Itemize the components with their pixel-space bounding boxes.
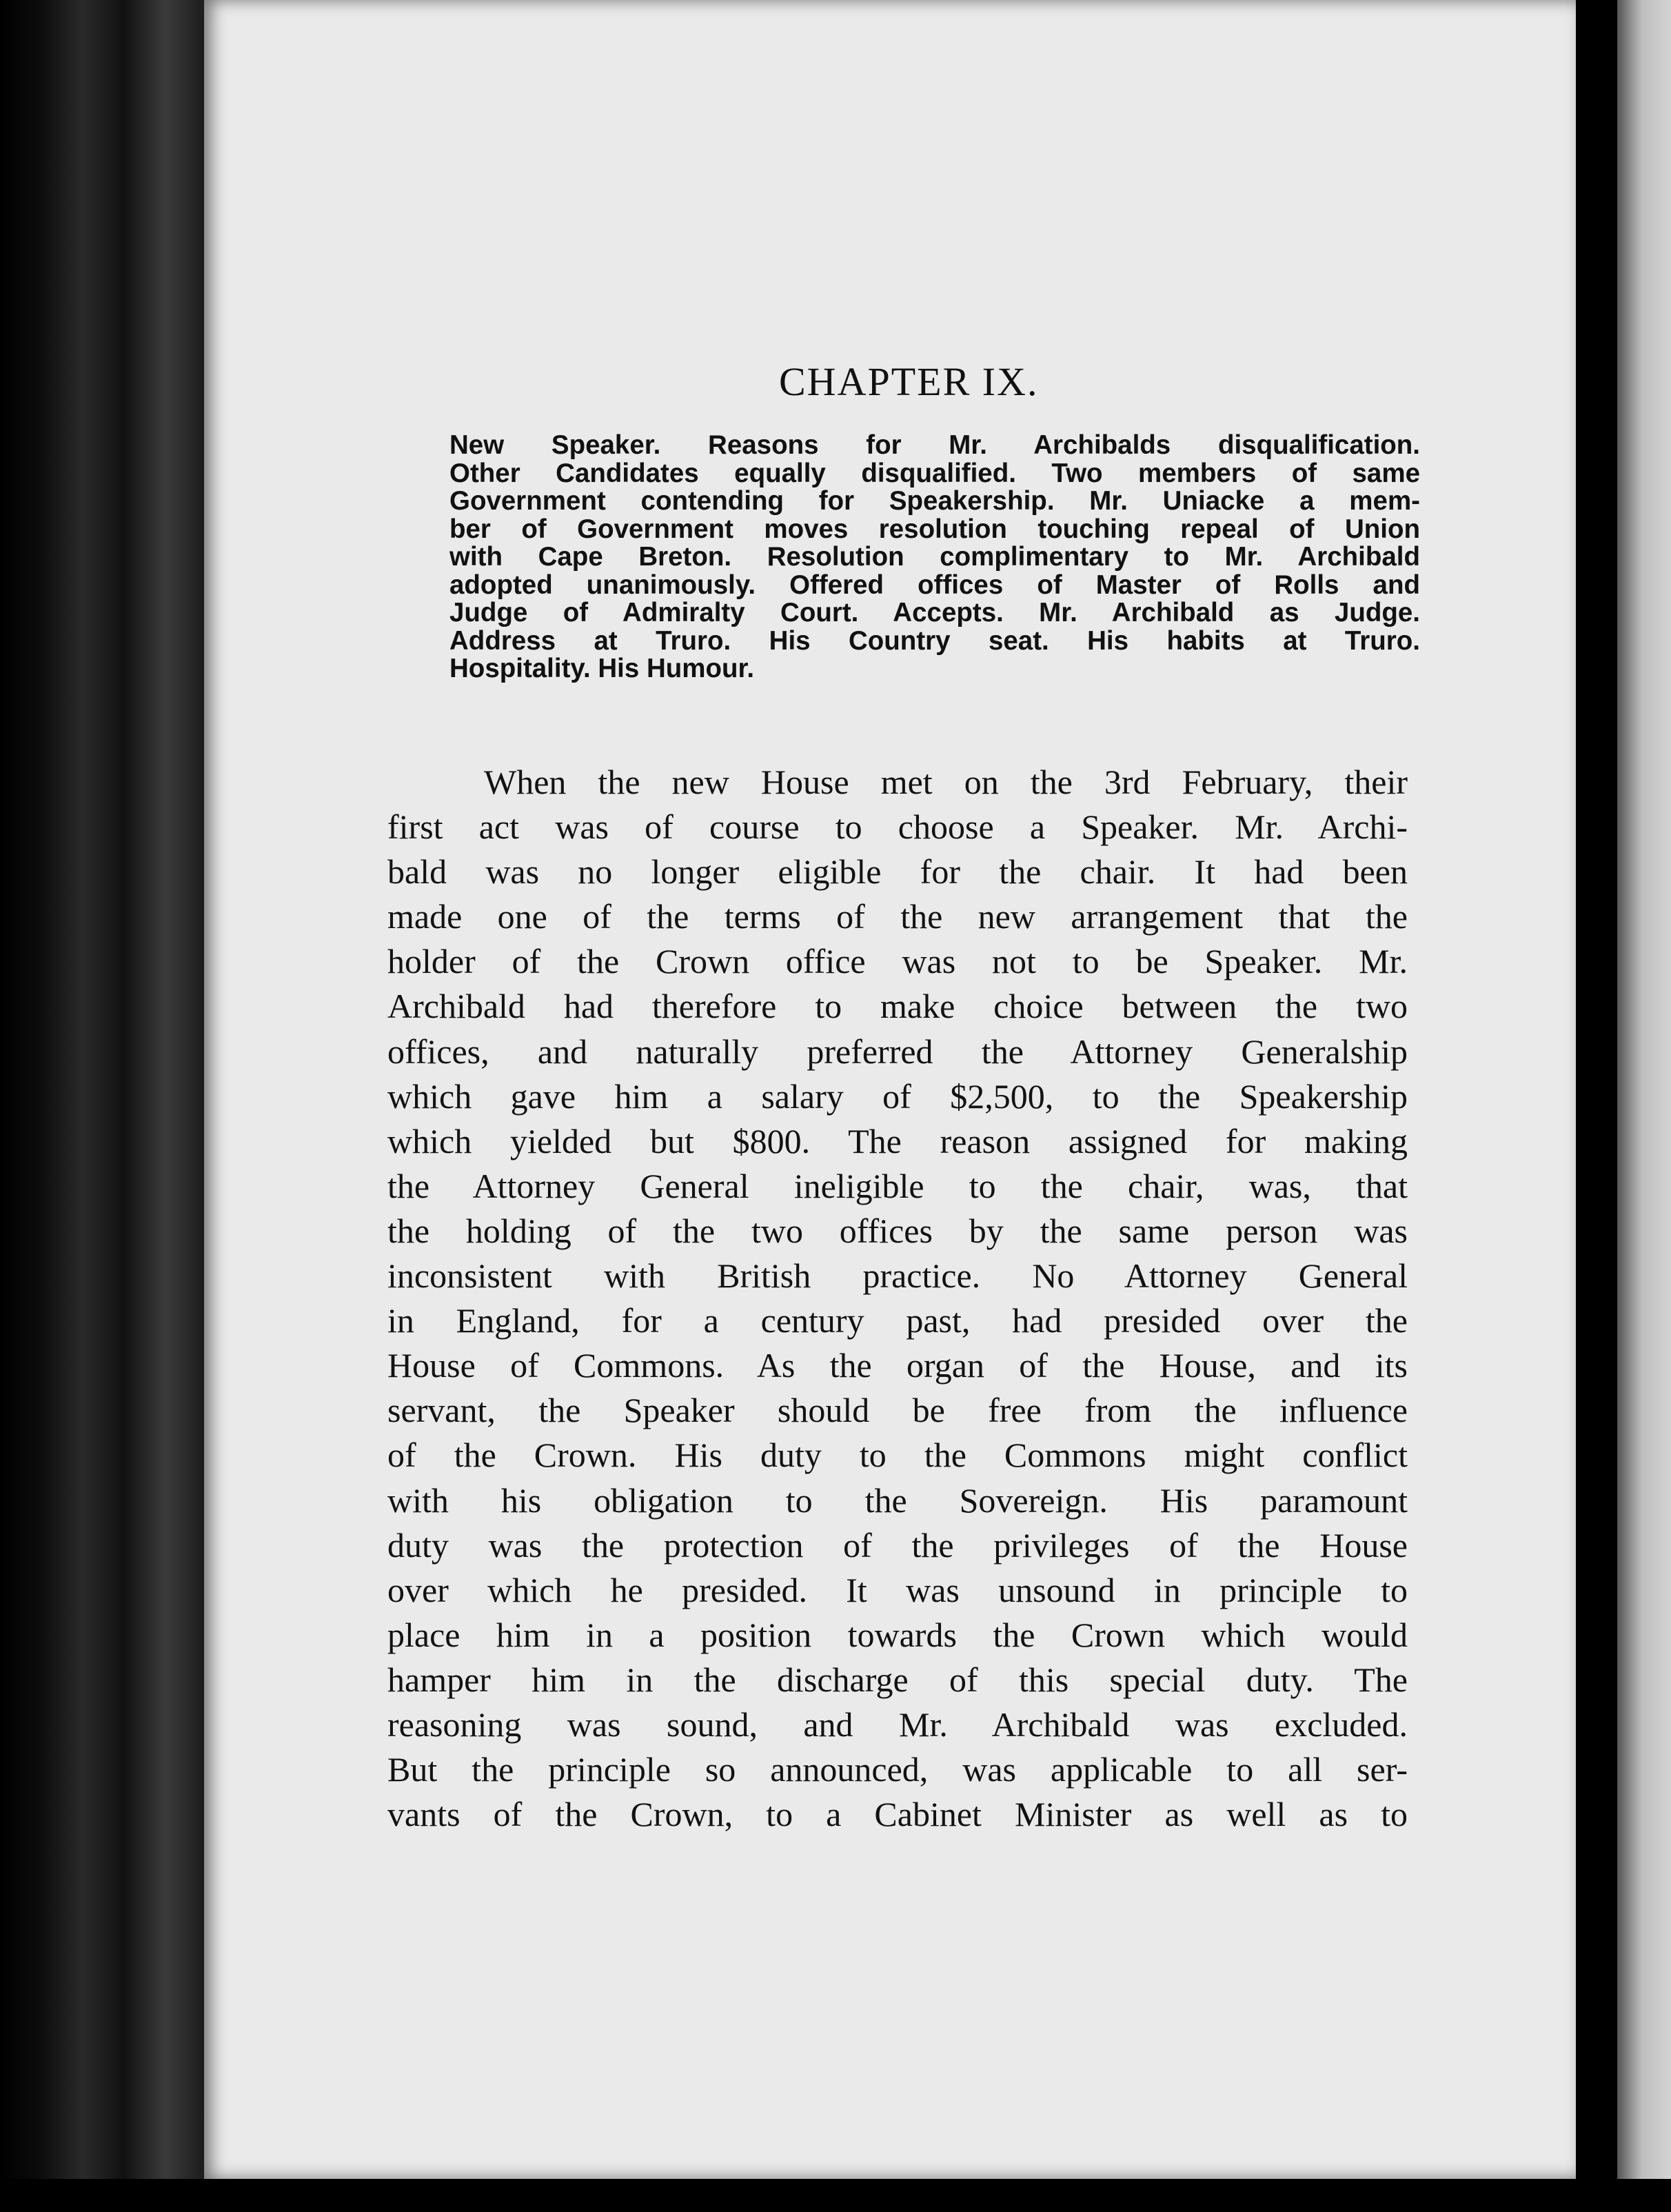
body-line: place him in a position towards the Crown which would <box>387 1615 1408 1654</box>
body-line: duty was the protection of the privileges of the House <box>387 1525 1408 1565</box>
summary-line: Hospitality. His Humour. <box>449 654 755 683</box>
body-line: offices, and naturally preferred the Attorney Generalship <box>387 1032 1408 1071</box>
body-line: over which he presided. It was unsound in principle to <box>387 1570 1408 1609</box>
scan-border-bottom <box>0 2179 1671 2212</box>
body-line: the holding of the two offices by the same person was <box>387 1211 1408 1250</box>
body-line: vants of the Crown, to a Cabinet Minister as well as to <box>387 1795 1408 1834</box>
body-line: inconsistent with British practice. No Attorney General <box>387 1256 1408 1296</box>
summary-line: Government contending for Speakership. Mr. Uniacke a mem- <box>449 486 1420 516</box>
body-line: made one of the terms of the new arrangement that the <box>387 897 1408 936</box>
summary-line: New Speaker. Reasons for Mr. Archibalds disqualification. <box>449 430 1420 460</box>
adjacent-page-edge <box>1617 0 1671 2212</box>
body-paragraph <box>387 760 1408 1837</box>
body-line: When the new House met on the 3rd February, their <box>484 763 1408 801</box>
summary-line: adopted unanimously. Offered offices of Master of Rolls and <box>449 570 1420 600</box>
body-line: which gave him a salary of $2,500, to the Speakership <box>387 1076 1408 1116</box>
body-line: Archibald had therefore to make choice between the two <box>387 987 1408 1026</box>
body-line: in England, for a century past, had presided over the <box>387 1301 1408 1340</box>
body-line: But the principle so announced, was applicable to all ser- <box>387 1750 1408 1789</box>
body-line: of the Crown. His duty to the Commons might conflict <box>387 1436 1408 1475</box>
summary-line: ber of Government moves resolution touching repeal of Union <box>449 514 1420 544</box>
chapter-summary <box>449 432 1420 683</box>
body-line: with his obligation to the Sovereign. His paramount <box>387 1480 1408 1520</box>
body-line: holder of the Crown office was not to be Speaker. Mr. <box>387 942 1408 981</box>
body-line: the Attorney General ineligible to the chair, was, that <box>387 1166 1408 1205</box>
body-line: hamper him in the discharge of this special duty. The <box>387 1660 1408 1699</box>
body-line: House of Commons. As the organ of the House, and its <box>387 1346 1408 1385</box>
page-gutter-shadow <box>1576 0 1617 2212</box>
body-line: which yielded but $800. The reason assigned for making <box>387 1121 1408 1160</box>
summary-line: Other Candidates equally disqualified. Two members of same <box>449 458 1420 488</box>
book-binding-edge <box>0 0 207 2212</box>
summary-line: with Cape Breton. Resolution complimentary to Mr. Archibald <box>449 542 1420 572</box>
body-line: bald was no longer eligible for the chair. It had been <box>387 852 1408 892</box>
summary-line: Address at Truro. His Country seat. His habits at Truro. <box>449 625 1420 656</box>
summary-line: Judge of Admiralty Court. Accepts. Mr. Archibald as Judge. <box>449 598 1420 627</box>
body-line: reasoning was sound, and Mr. Archibald was excluded. <box>387 1705 1408 1744</box>
chapter-heading: CHAPTER IX. <box>779 359 1039 404</box>
body-line: first act was of course to choose a Speaker. Mr. Archi- <box>387 807 1408 847</box>
body-line: servant, the Speaker should be free from the influence <box>387 1391 1408 1430</box>
